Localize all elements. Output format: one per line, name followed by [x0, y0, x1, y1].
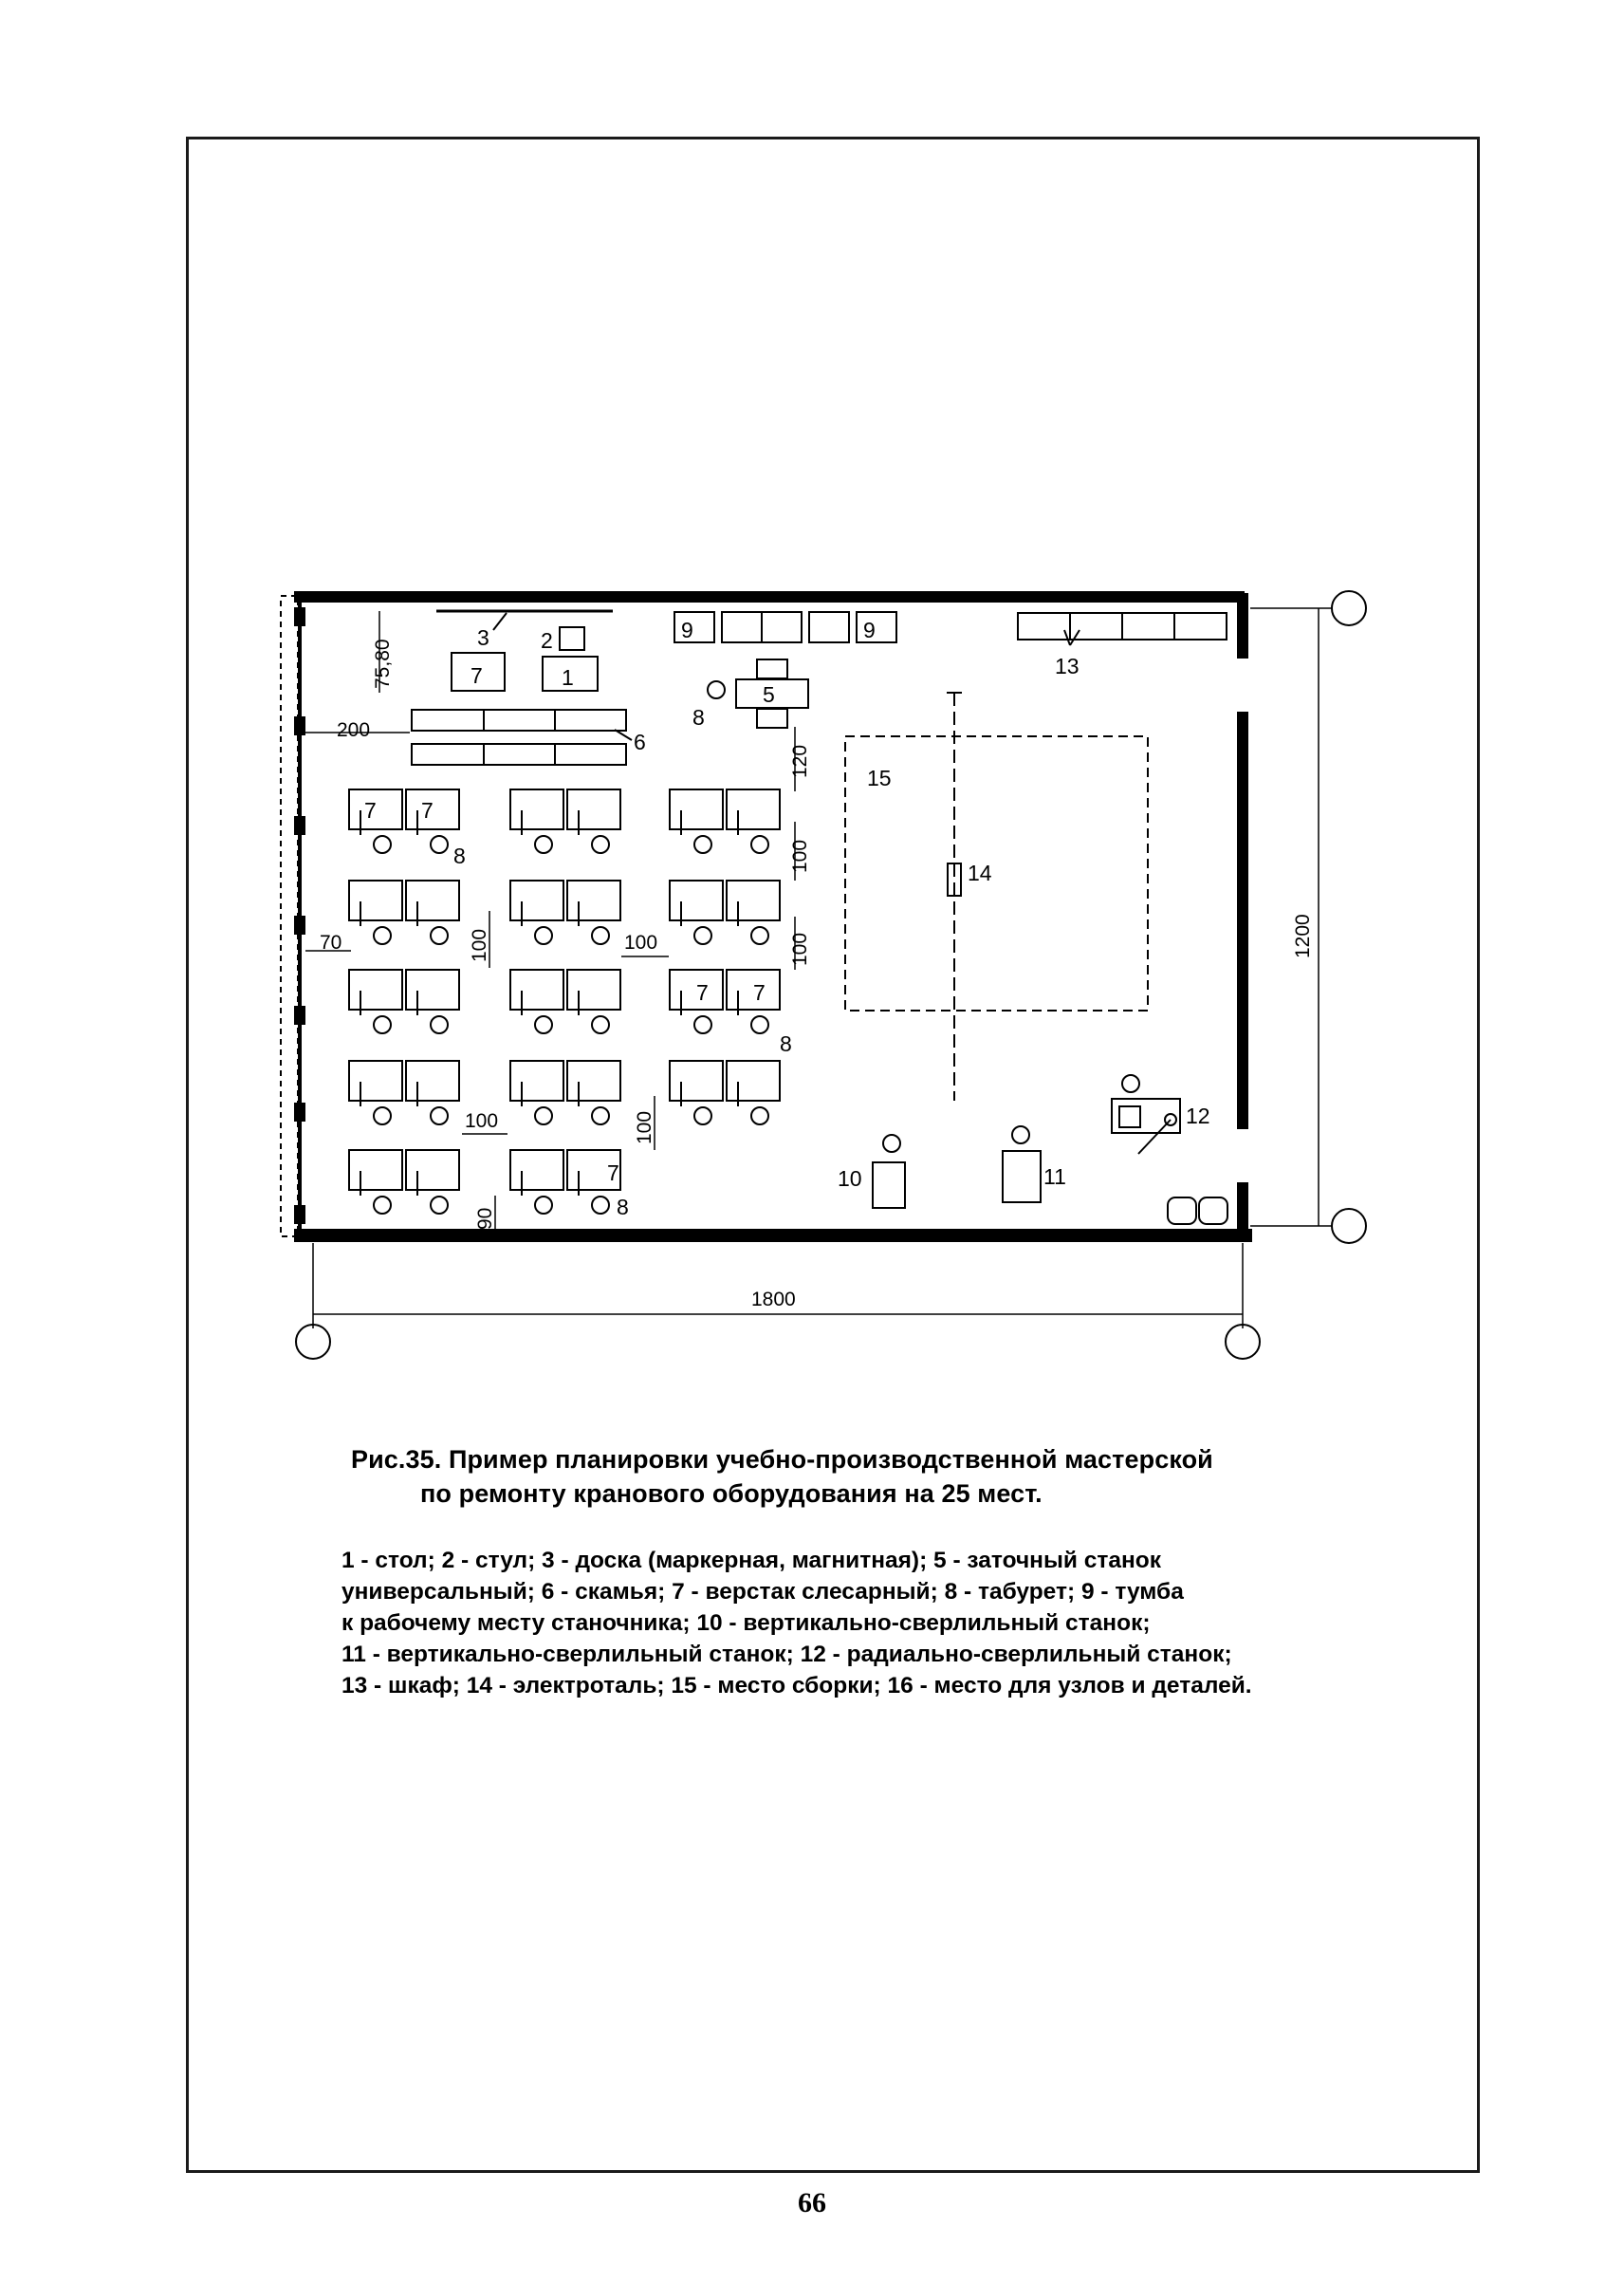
workbench-7: [510, 970, 563, 1010]
stool-8: [535, 836, 552, 853]
stool-8: [592, 927, 609, 944]
dim-100: 100: [624, 932, 658, 954]
label-8: 8: [692, 705, 705, 730]
label-7: 7: [471, 663, 483, 688]
dim-90: 90: [474, 1207, 496, 1230]
stool-8: [374, 1107, 391, 1124]
page-number: 66: [798, 2187, 826, 2218]
label-7: 7: [364, 798, 377, 823]
dim-1800: 1800: [751, 1289, 796, 1310]
stool-8: [694, 1107, 711, 1124]
workbench-pair-7: [670, 789, 780, 853]
legend-line: 13 - шкаф; 14 - электроталь; 15 - место сборки; 16 - место для узлов и деталей.: [341, 1673, 1252, 1698]
dim-70: 70: [320, 932, 342, 954]
dim-200: 200: [337, 719, 371, 741]
label-6: 6: [634, 730, 646, 754]
stool-8: [592, 836, 609, 853]
workbench-pair-7: [349, 970, 459, 1033]
workbench-pair-7: [510, 970, 620, 1033]
dim-100: 100: [789, 932, 811, 966]
axis-marker: [1332, 591, 1366, 625]
drill-11: [1003, 1151, 1041, 1202]
label-8: 8: [453, 844, 466, 868]
legend-line: 1 - стол; 2 - стул; 3 - доска (маркерная, магнитная); 5 - заточный станок: [341, 1548, 1162, 1573]
axis-marker: [1226, 1325, 1260, 1359]
workbench-7: [727, 1061, 780, 1101]
workbench-pair-7: [349, 881, 459, 944]
label-5: 5: [763, 682, 775, 707]
label-8: 8: [617, 1195, 629, 1219]
workbench-pair-7: [510, 1061, 620, 1124]
workbench-7: [510, 789, 563, 829]
stool-8: [374, 1016, 391, 1033]
workbench-7: [670, 1061, 723, 1101]
stool-8: [694, 836, 711, 853]
workbench-7: [406, 1150, 459, 1190]
stool-8: [751, 1107, 768, 1124]
figure-caption: [351, 1442, 1300, 1511]
label-7: 7: [696, 980, 709, 1005]
workbench-7: [510, 881, 563, 920]
stool-8: [431, 927, 448, 944]
stool-8: [374, 927, 391, 944]
dim-100: 100: [465, 1110, 499, 1132]
stool-8: [751, 836, 768, 853]
sinks: [1168, 1197, 1227, 1224]
stool-8: [694, 927, 711, 944]
label-3: 3: [477, 625, 489, 650]
drill-10: [873, 1162, 905, 1208]
workbench-pair-7: [510, 789, 620, 853]
dimension-lines: [305, 608, 1332, 1328]
stool-8: [431, 836, 448, 853]
figure-legend: [341, 1545, 1309, 1701]
caption-line-2: по ремонту кранового оборудования на 25 мест.: [420, 1479, 1043, 1508]
legend-line: к рабочему месту станочника; 10 - вертикально-сверлильный станок;: [341, 1610, 1151, 1636]
dim-100: 100: [469, 928, 490, 962]
legend-line: 11 - вертикально-сверлильный станок; 12 - радиально-сверлильный станок;: [341, 1642, 1232, 1667]
workbench-7: [567, 789, 620, 829]
workbench-7: [510, 1061, 563, 1101]
label-12: 12: [1186, 1104, 1210, 1128]
label-10: 10: [838, 1166, 862, 1191]
stool-8: [535, 1197, 552, 1214]
workbench-7: [670, 789, 723, 829]
workbench-7: [567, 970, 620, 1010]
axis-marker: [1332, 1209, 1366, 1243]
stool-8: [431, 1107, 448, 1124]
stool-8: [431, 1016, 448, 1033]
workbench-7: [349, 1150, 402, 1190]
legend-line: универсальный; 6 - скамья; 7 - верстак слесарный; 8 - табурет; 9 - тумба: [341, 1579, 1184, 1605]
axis-marker: [296, 1325, 330, 1359]
workbench-7: [567, 1061, 620, 1101]
workbench-7: [670, 881, 723, 920]
label-2: 2: [541, 628, 553, 653]
label-7: 7: [607, 1160, 619, 1185]
stool-8: [694, 1016, 711, 1033]
workbench-7: [727, 789, 780, 829]
workbench-7: [349, 881, 402, 920]
workbench-pair-7: [670, 881, 780, 944]
workbench-7: [406, 970, 459, 1010]
stool-8: [751, 1016, 768, 1033]
benches-6: [412, 710, 632, 765]
label-9: 9: [863, 618, 876, 642]
workbench-7: [510, 1150, 563, 1190]
label-8: 8: [780, 1031, 792, 1056]
label-15: 15: [867, 766, 892, 790]
workbench-7: [406, 1061, 459, 1101]
workbench-7: [406, 881, 459, 920]
label-7: 7: [753, 980, 766, 1005]
label-14: 14: [968, 861, 992, 885]
grinding-machine-5: [708, 659, 808, 728]
cabinet-13: [1018, 613, 1227, 645]
workbench-pair-7: [670, 1061, 780, 1124]
stool-8: [431, 1197, 448, 1214]
stool-8: [535, 927, 552, 944]
dim-75-80: 75,80: [372, 639, 394, 689]
workbench-7: [727, 881, 780, 920]
dim-120: 120: [789, 744, 811, 778]
workbench-7: [349, 970, 402, 1010]
label-9: 9: [681, 618, 693, 642]
label-7: 7: [421, 798, 434, 823]
radial-drill-12: [1112, 1075, 1180, 1154]
label-1: 1: [562, 665, 574, 690]
dim-1200: 1200: [1292, 914, 1314, 958]
stool-8: [592, 1016, 609, 1033]
workbench-pair-7: [510, 1150, 620, 1214]
workbench-pair-7: [349, 1150, 459, 1214]
stool-8: [374, 1197, 391, 1214]
caption-line-1: Рис.35. Пример планировки учебно-производственной мастерской: [351, 1445, 1213, 1474]
label-11: 11: [1043, 1164, 1066, 1189]
stool-8: [535, 1016, 552, 1033]
stool-8: [374, 836, 391, 853]
chair-2: [560, 627, 584, 650]
stool-8: [535, 1107, 552, 1124]
workbench-pair-7: [510, 881, 620, 944]
stool-8: [592, 1107, 609, 1124]
label-13: 13: [1055, 654, 1080, 678]
dim-100: 100: [634, 1110, 655, 1144]
workbench-pair-7: [349, 1061, 459, 1124]
workbench-7: [567, 881, 620, 920]
dim-100: 100: [789, 839, 811, 873]
stool-8: [751, 927, 768, 944]
stool-8: [592, 1197, 609, 1214]
workbench-7: [349, 1061, 402, 1101]
